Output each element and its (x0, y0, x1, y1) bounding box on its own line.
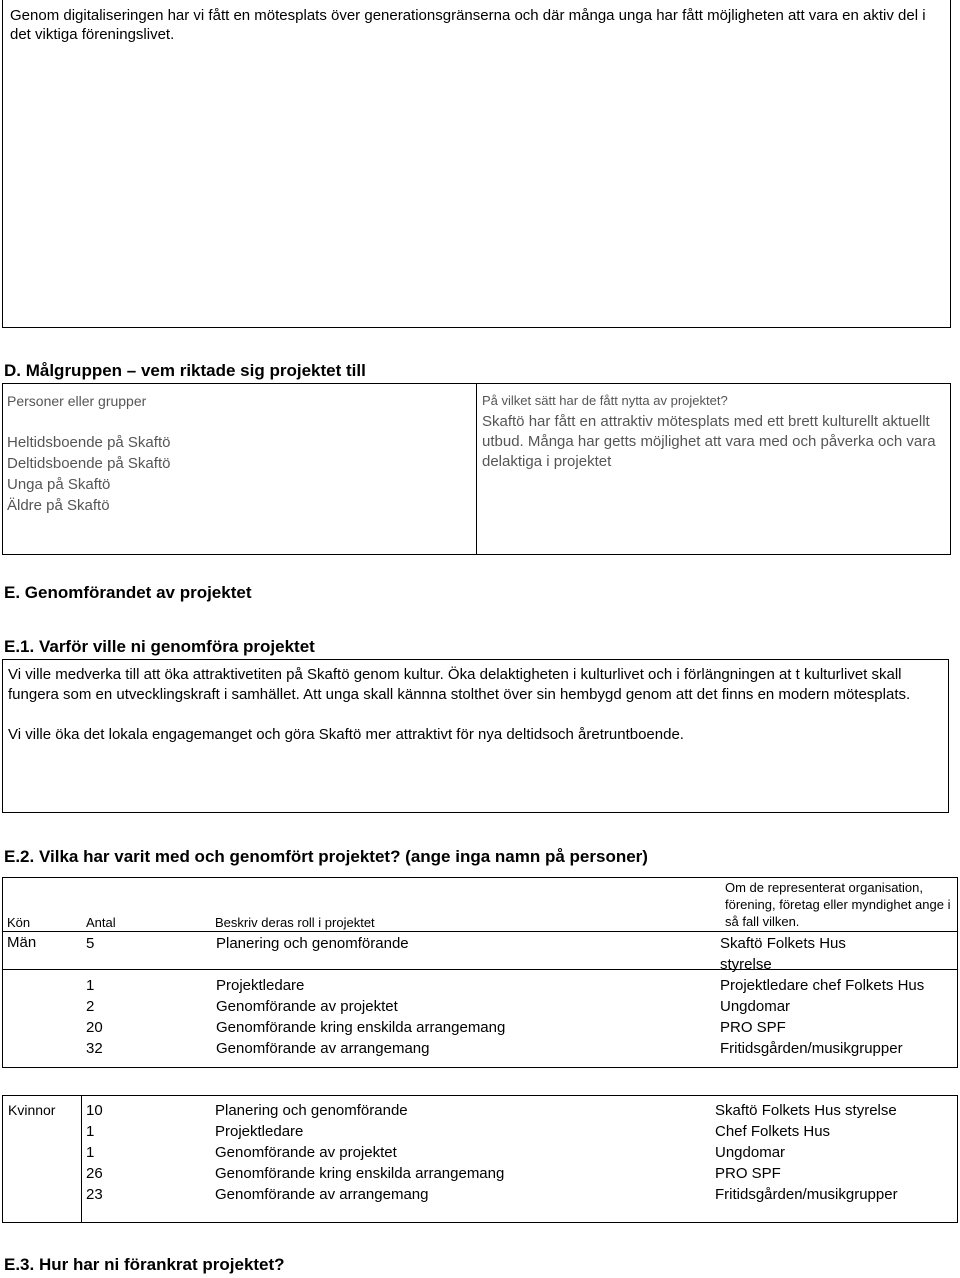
men-label: Män (7, 934, 37, 951)
table-cell: Ungdomar (720, 998, 791, 1015)
table-cell: Planering och genomförande (215, 1102, 408, 1119)
participants-table-women (2, 1095, 958, 1223)
table-cell: 32 (86, 1040, 103, 1057)
table-cell: Projektledare (215, 1123, 304, 1140)
header-kon: Kön (7, 915, 31, 930)
table-cell: 23 (86, 1186, 103, 1203)
table-cell: 1 (86, 1144, 95, 1161)
women-antal-column (86, 1100, 103, 1205)
table-cell: Ungdomar (715, 1144, 786, 1161)
header-antal: Antal (86, 915, 116, 930)
women-kon-divider (81, 1096, 82, 1222)
table-cell: 2 (86, 998, 95, 1015)
table-cell: Genomförande kring enskilda arrangemang (216, 1019, 506, 1036)
section-d-heading: D. Målgruppen – vem riktade sig projektet till (4, 361, 366, 380)
men-antal-column (86, 933, 103, 1059)
table-cell: 1 (86, 1123, 95, 1140)
group-item: Heltidsboende på Skaftö (7, 434, 171, 451)
table-cell: 1 (86, 977, 95, 994)
groups-header: Personer eller grupper (7, 393, 147, 409)
intro-box (2, 0, 951, 328)
table-cell: 10 (86, 1102, 103, 1119)
table-cell: Projektledare (216, 977, 305, 994)
table-cell: Projektledare chef Folkets Hus (720, 977, 925, 994)
group-item: Äldre på Skaftö (7, 497, 110, 514)
table-cell: Skaftö Folkets Hus (720, 935, 846, 952)
group-item: Unga på Skaftö (7, 476, 111, 493)
e2-heading: E.2. Vilka har varit med och genomfört projektet? (ange inga namn på personer) (4, 847, 648, 866)
e1-heading: E.1. Varför ville ni genomföra projektet (4, 637, 315, 656)
e1-answer-para1: Vi ville medverka till att öka attraktivetiten på Skaftö genom kultur. Öka delaktigheten i kulturlivet och i förlängningen at t kulturlivet skall fungera som en utvecklingskraft i samhället. Att unga skall kännna stolthet över sin hembygd genom att det finns en modern mötesplats. (8, 666, 911, 703)
table-cell: Chef Folkets Hus (715, 1123, 831, 1140)
benefit-answer: Skaftö har fått en attraktiv mötesplats med ett brett kulturellt aktuellt utbud. Många har getts möjlighet att vara med och påverka och vara delaktiga i projektet (482, 413, 936, 470)
table-cell: Genomförande av arrangemang (216, 1040, 430, 1057)
women-label: Kvinnor (8, 1102, 56, 1118)
women-roll-column (215, 1100, 504, 1205)
header-roll: Beskriv deras roll i projektet (215, 915, 375, 930)
table-cell: Planering och genomförande (216, 935, 409, 952)
table-cell: 26 (86, 1165, 103, 1182)
participants-table-men (2, 877, 958, 1068)
header-org: Om de representerat organisation, förening, företag eller myndighet ange i så fall vilken. (725, 880, 951, 929)
women-org-column (715, 1100, 898, 1205)
table-cell: styrelse (720, 956, 772, 973)
e3-heading: E.3. Hur har ni förankrat projektet? (4, 1255, 285, 1274)
table-cell: PRO SPF (715, 1165, 781, 1182)
table-cell: Skaftö Folkets Hus styrelse (715, 1102, 897, 1119)
table-cell: Genomförande av arrangemang (215, 1186, 429, 1203)
table-cell: Fritidsgården/musikgrupper (720, 1040, 903, 1057)
men-org-column (720, 933, 924, 1059)
table-cell (86, 954, 103, 975)
table-cell (216, 954, 505, 975)
men-roll-column (216, 933, 505, 1059)
benefit-question: På vilket sätt har de fått nytta av projektet? (482, 393, 728, 408)
table-cell: 20 (86, 1019, 103, 1036)
table-cell: PRO SPF (720, 1019, 786, 1036)
e1-answer-box (2, 659, 949, 813)
intro-text: Genom digitaliseringen har vi fått en mötesplats över generationsgränserna och där många unga har fått möjligheten att vara en aktiv del i det viktiga föreningslivet. (10, 7, 926, 43)
table-header-divider (3, 931, 957, 932)
table-cell: Genomförande av projektet (216, 998, 398, 1015)
table-cell: Fritidsgården/musikgrupper (715, 1186, 898, 1203)
table-cell: Genomförande av projektet (215, 1144, 397, 1161)
target-group-box (2, 383, 951, 555)
table-cell: 5 (86, 935, 95, 952)
group-item: Deltidsboende på Skaftö (7, 455, 171, 472)
e1-answer-para2: Vi ville öka det lokala engagemanget och göra Skaftö mer attraktivt för nya deltidsoch åretruntboende. (8, 726, 684, 743)
table-cell: Genomförande kring enskilda arrangemang (215, 1165, 505, 1182)
section-e-heading: E. Genomförandet av projektet (4, 583, 252, 602)
groups-list (7, 432, 170, 516)
target-group-divider (476, 384, 477, 554)
